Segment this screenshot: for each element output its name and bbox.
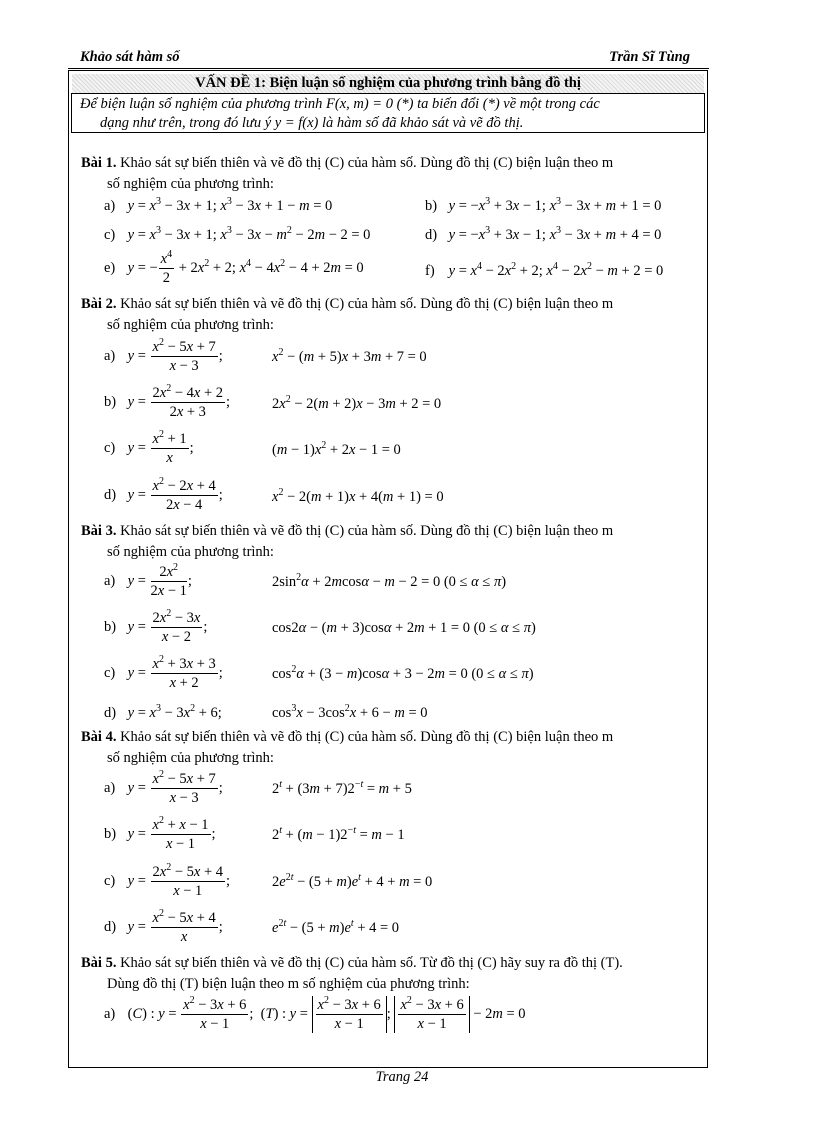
ex1-b: b) $y = -x^3 + 3x - 1$; $x^3 - 3x + m + 1 = 0$: [425, 196, 662, 214]
ex3-d-eq: $\cos^3x - 3\cos^2x + 6 - m = 0$: [272, 703, 428, 721]
exercise-3: [81, 521, 701, 562]
exercise-text-cont: số nghiệm của phương trình:: [107, 750, 274, 766]
exercise-text-cont: số nghiệm của phương trình:: [107, 317, 274, 333]
ex4-c: c) y = $\frac{2x^2 - 5x + 4}{x - 1}$ ;: [104, 862, 231, 899]
page-footer: [0, 1069, 816, 1086]
intro-line-1: Để biện luận số nghiệm của phương trình F(x, m) = 0 (*) ta biến đổi (*) về một trong các: [80, 96, 600, 112]
ex1-c: c) $y = x^3 - 3x + 1$; $x^3 - 3x - m^2 - 2m - 2 = 0$: [104, 225, 371, 243]
ex2-c-eq: $(m - 1)x^2 + 2x - 1 = 0$: [272, 440, 401, 458]
ex4-d: d) y = $\frac{x^2 - 5x + 4}{x}$ ;: [104, 908, 223, 945]
ex1-e: e) y = − $\frac{x^4}{2}$ + $2x^2 + 2$; $x^4 - 4x^2 - 4 + 2m = 0$: [104, 249, 364, 286]
ex2-c: c) y = $\frac{x^2 + 1}{x}$ ;: [104, 429, 194, 466]
ex1-a: a) $y = x^3 - 3x + 1$; $x^3 - 3x + 1 - m = 0$: [104, 196, 333, 214]
ex3-b-eq: cos2α − (m + 3)cosα + 2m + 1 = 0 (0 ≤ α ≤ π): [272, 620, 536, 636]
ex4-b: b) y = $\frac{x^2 + x - 1}{x - 1}$ ;: [104, 815, 216, 852]
ex1-d: d) $y = -x^3 + 3x - 1$; $x^3 - 3x + m + 4 = 0$: [425, 225, 662, 243]
intro-line-2: dạng như trên, trong đó lưu ý y = f(x) là hàm số đã khảo sát và vẽ đồ thị.: [100, 115, 524, 131]
exercise-4: [81, 727, 701, 768]
ex3-a: a) y = $\frac{2x^2}{2x - 1}$ ;: [104, 562, 192, 599]
exercise-text-cont: số nghiệm của phương trình:: [107, 176, 274, 192]
ex3-b: b) y = $\frac{2x^2 - 3x}{x - 2}$ ;: [104, 608, 208, 645]
exercise-text: Khảo sát sự biến thiên và vẽ đồ thị (C) của hàm số. Dùng đồ thị (C) biện luận theo m: [120, 155, 614, 171]
topic-intro: [71, 93, 705, 133]
exercise-label: Bài 4.: [81, 729, 117, 745]
ex2-d-eq: $x^2 - 2(m + 1)x + 4(m + 1) = 0$: [272, 487, 444, 505]
ex4-a-eq: $2^t + (3m + 7)2^{-t} = m + 5$: [272, 779, 412, 797]
ex2-b: b) y = $\frac{2x^2 - 4x + 2}{2x + 3}$ ;: [104, 383, 231, 420]
exercise-text: Khảo sát sự biến thiên và vẽ đồ thị (C) của hàm số. Dùng đồ thị (C) biện luận theo m: [120, 729, 614, 745]
exercise-label: Bài 5.: [81, 955, 117, 971]
exercise-2: [81, 294, 701, 335]
ex1-f: f) $y = x^4 - 2x^2 + 2$; $x^4 - 2x^2 - m + 2 = 0$: [425, 261, 664, 279]
exercise-1: [81, 153, 701, 194]
ex4-c-eq: $2e^{2t} - (5 + m)e^t + 4 + m = 0$: [272, 872, 433, 890]
ex2-a: a) y = $\frac{x^2 - 5x + 7}{x - 3}$ ;: [104, 337, 223, 374]
topic-title: VẤN ĐỀ 1: Biện luận số nghiệm của phương trình bằng đồ thị: [195, 75, 581, 91]
ex3-a-eq: $2\sin^2\alpha + 2mcos\alpha - m - 2 = 0$ (0 ≤ α ≤ π): [272, 572, 507, 590]
ex4-d-eq: $e^{2t} - (5 + m)e^t + 4 = 0$: [272, 918, 400, 936]
ex3-c-eq: $\cos^2\alpha + (3 - m)\cos\alpha + 3 - 2m = 0$ (0 ≤ α ≤ π): [272, 664, 534, 682]
exercise-label: Bài 3.: [81, 523, 117, 539]
header-right: Trần Sĩ Tùng: [609, 49, 690, 65]
ex2-a-eq: $x^2 - (m + 5)x + 3m + 7 = 0$: [272, 347, 427, 365]
exercise-text: Khảo sát sự biến thiên và vẽ đồ thị (C) của hàm số. Dùng đồ thị (C) biện luận theo m: [120, 296, 614, 312]
ex4-a: a) y = $\frac{x^2 - 5x + 7}{x - 3}$ ;: [104, 769, 223, 806]
ex3-d: d) $y = x^3 - 3x^2 + 6$;: [104, 703, 222, 721]
ex2-b-eq: $2x^2 - 2(m + 2)x - 3m + 2 = 0$: [272, 394, 442, 412]
ex3-c: c) y = $\frac{x^2 + 3x + 3}{x + 2}$ ;: [104, 654, 223, 691]
exercise-label: Bài 2.: [81, 296, 117, 312]
exercise-text: Khảo sát sự biến thiên và vẽ đồ thị (C) của hàm số. Từ đồ thị (C) hãy suy ra đồ thị (T).: [120, 955, 623, 971]
header-rule: [68, 68, 709, 69]
header-left: Khảo sát hàm số: [80, 49, 180, 65]
ex5-a: a) (C) : y = $\frac{x^2 - 3x + 6}{x - 1}$ ; (T) : y = $\frac{x^2 - 3x + 6}{x - 1}$ ; $\frac{x^2 - 3x + 6}{x - 1}$ − 2m = 0: [104, 995, 526, 1032]
page-number: Trang 24: [375, 1069, 429, 1085]
exercise-5: [81, 953, 701, 994]
ex2-d: d) y = $\frac{x^2 - 2x + 4}{2x - 4}$ ;: [104, 476, 223, 513]
exercise-text-cont: số nghiệm của phương trình:: [107, 544, 274, 560]
exercise-text-cont: Dùng đồ thị (T) biện luận theo m số nghiệm của phương trình:: [107, 976, 470, 992]
exercise-label: Bài 1.: [81, 155, 117, 171]
ex4-b-eq: $2^t + (m - 1)2^{-t} = m - 1$: [272, 825, 405, 843]
exercise-text: Khảo sát sự biến thiên và vẽ đồ thị (C) của hàm số. Dùng đồ thị (C) biện luận theo m: [120, 523, 614, 539]
